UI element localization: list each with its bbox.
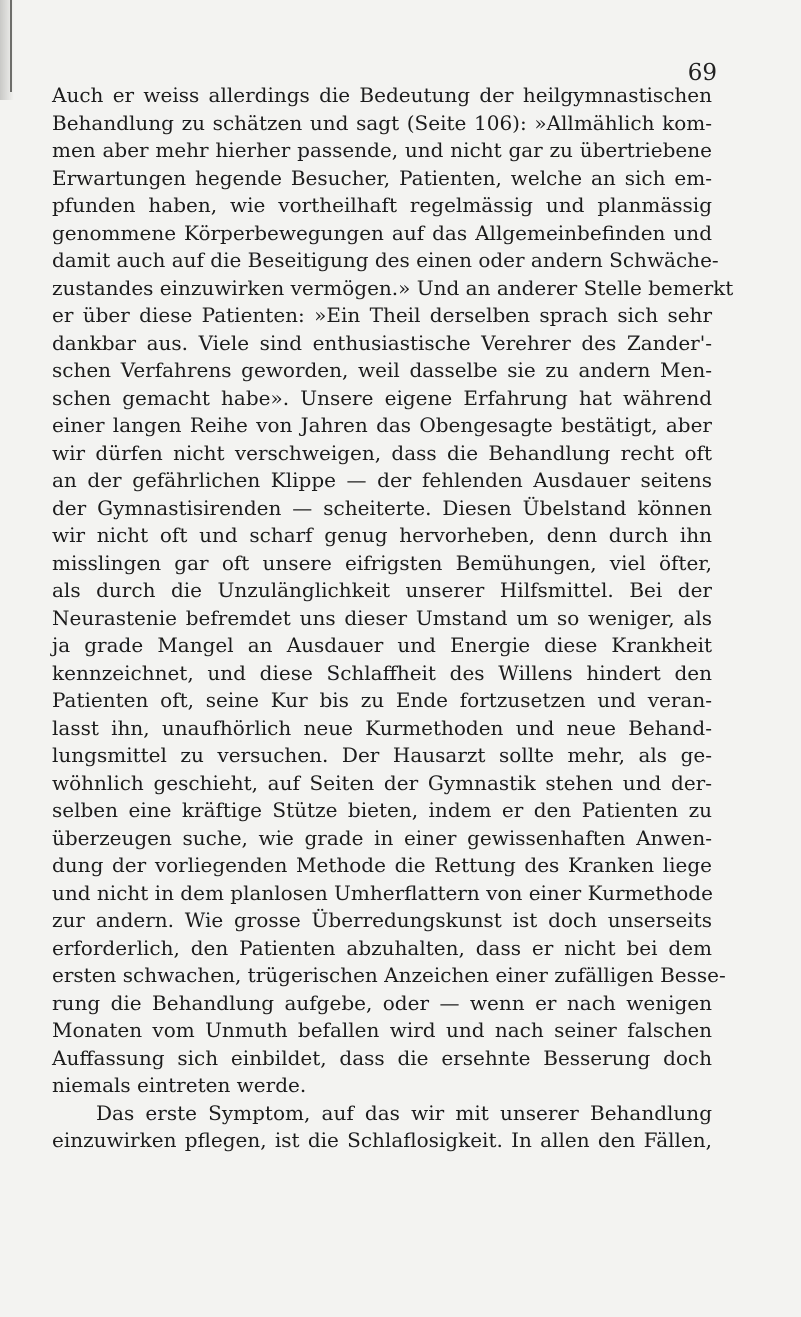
page-number: 69 (687, 60, 717, 86)
text-line: genommene Körperbewegungen auf das Allgemeinbefinden und (52, 220, 712, 245)
text-line: kennzeichnet, und diese Schlaffheit des Willens hindert den (52, 660, 712, 685)
text-line: rung die Behandlung aufgebe, oder — wenn er nach wenigen (52, 990, 712, 1015)
text-line: der Gymnastisirenden — scheiterte. Diesen Übelstand können (52, 495, 712, 520)
text-line: schen Verfahrens geworden, weil dasselbe sie zu andern Men- (52, 358, 712, 382)
text-line: und nicht in dem planlosen Umherflattern von einer Kurmethode (52, 880, 713, 905)
text-line: Monaten vom Unmuth befallen wird und nach seiner falschen (52, 1018, 712, 1042)
text-line: einer langen Reihe von Jahren das Obengesagte bestätigt, aber (52, 413, 712, 437)
text-line: niemals eintreten werde. (52, 1073, 307, 1097)
text-line: erforderlich, den Patienten abzuhalten, dass er nicht bei dem (52, 935, 712, 960)
text-line: an der gefährlichen Klippe — der fehlenden Ausdauer seitens (52, 468, 712, 492)
text-line: Auffassung sich einbildet, dass die ersehnte Besserung doch (52, 1045, 712, 1070)
text-line: Neurastenie befremdet uns dieser Umstand um so weniger, als (52, 605, 712, 630)
body-text (52, 82, 734, 1155)
text-line: wöhnlich geschieht, auf Seiten der Gymnastik stehen und der- (52, 770, 712, 795)
text-line: selben eine kräftige Stütze bieten, indem er den Patienten zu (52, 798, 712, 822)
text-line: Das erste Symptom, auf das wir mit unserer Behandlung (96, 1100, 712, 1125)
text-line: Behandlung zu schätzen und sagt (Seite 106): »Allmählich kom- (52, 110, 712, 135)
text-line: schen gemacht habe». Unsere eigene Erfahrung hat während (52, 385, 712, 410)
text-line: Auch er weiss allerdings die Bedeutung der heilgymnastischen (52, 83, 712, 107)
text-line: Erwartungen hegende Besucher, Patienten, welche an sich em- (52, 165, 712, 190)
text-line: er über diese Patienten: »Ein Theil derselben sprach sich sehr (52, 303, 712, 327)
text-line: pfunden haben, wie vortheilhaft regelmässig und planmässig (52, 193, 712, 217)
text-line: damit auch auf die Beseitigung des einen oder andern Schwäche- (52, 248, 719, 272)
text-line: überzeugen suche, wie grade in einer gewissenhaften Anwen- (52, 825, 712, 850)
text-line: wir nicht oft und scharf genug hervorheben, denn durch ihn (52, 523, 712, 547)
text-line: ja grade Mangel an Ausdauer und Energie diese Krankheit (52, 633, 712, 657)
text-line: einzuwirken pflegen, ist die Schlaflosigkeit. In allen den Fällen, (52, 1128, 712, 1152)
text-line: zur andern. Wie grosse Überredungskunst ist doch unserseits (52, 908, 712, 932)
page-gutter-line (10, 0, 12, 92)
text-line: zustandes einzuwirken vermögen.» Und an anderer Stelle bemerkt (52, 275, 734, 300)
text-line: als durch die Unzulänglichkeit unserer Hilfsmittel. Bei der (52, 578, 712, 602)
text-line: dung der vorliegenden Methode die Rettung des Kranken liege (52, 853, 712, 877)
text-line: ersten schwachen, trügerischen Anzeichen einer zufälligen Besse- (52, 963, 726, 987)
text-line: dankbar aus. Viele sind enthusiastische Verehrer des Zander'- (52, 330, 712, 355)
text-line: men aber mehr hierher passende, und nicht gar zu übertriebene (52, 138, 712, 162)
text-line: lungsmittel zu versuchen. Der Hausarzt sollte mehr, als ge- (52, 743, 712, 767)
text-line: lasst ihn, unaufhörlich neue Kurmethoden und neue Behand- (52, 715, 712, 740)
text-line: Patienten oft, seine Kur bis zu Ende fortzusetzen und veran- (52, 688, 712, 712)
text-line: wir dürfen nicht verschweigen, dass die Behandlung recht oft (52, 440, 712, 465)
text-line: misslingen gar oft unsere eifrigsten Bemühungen, viel öfter, (52, 550, 712, 575)
